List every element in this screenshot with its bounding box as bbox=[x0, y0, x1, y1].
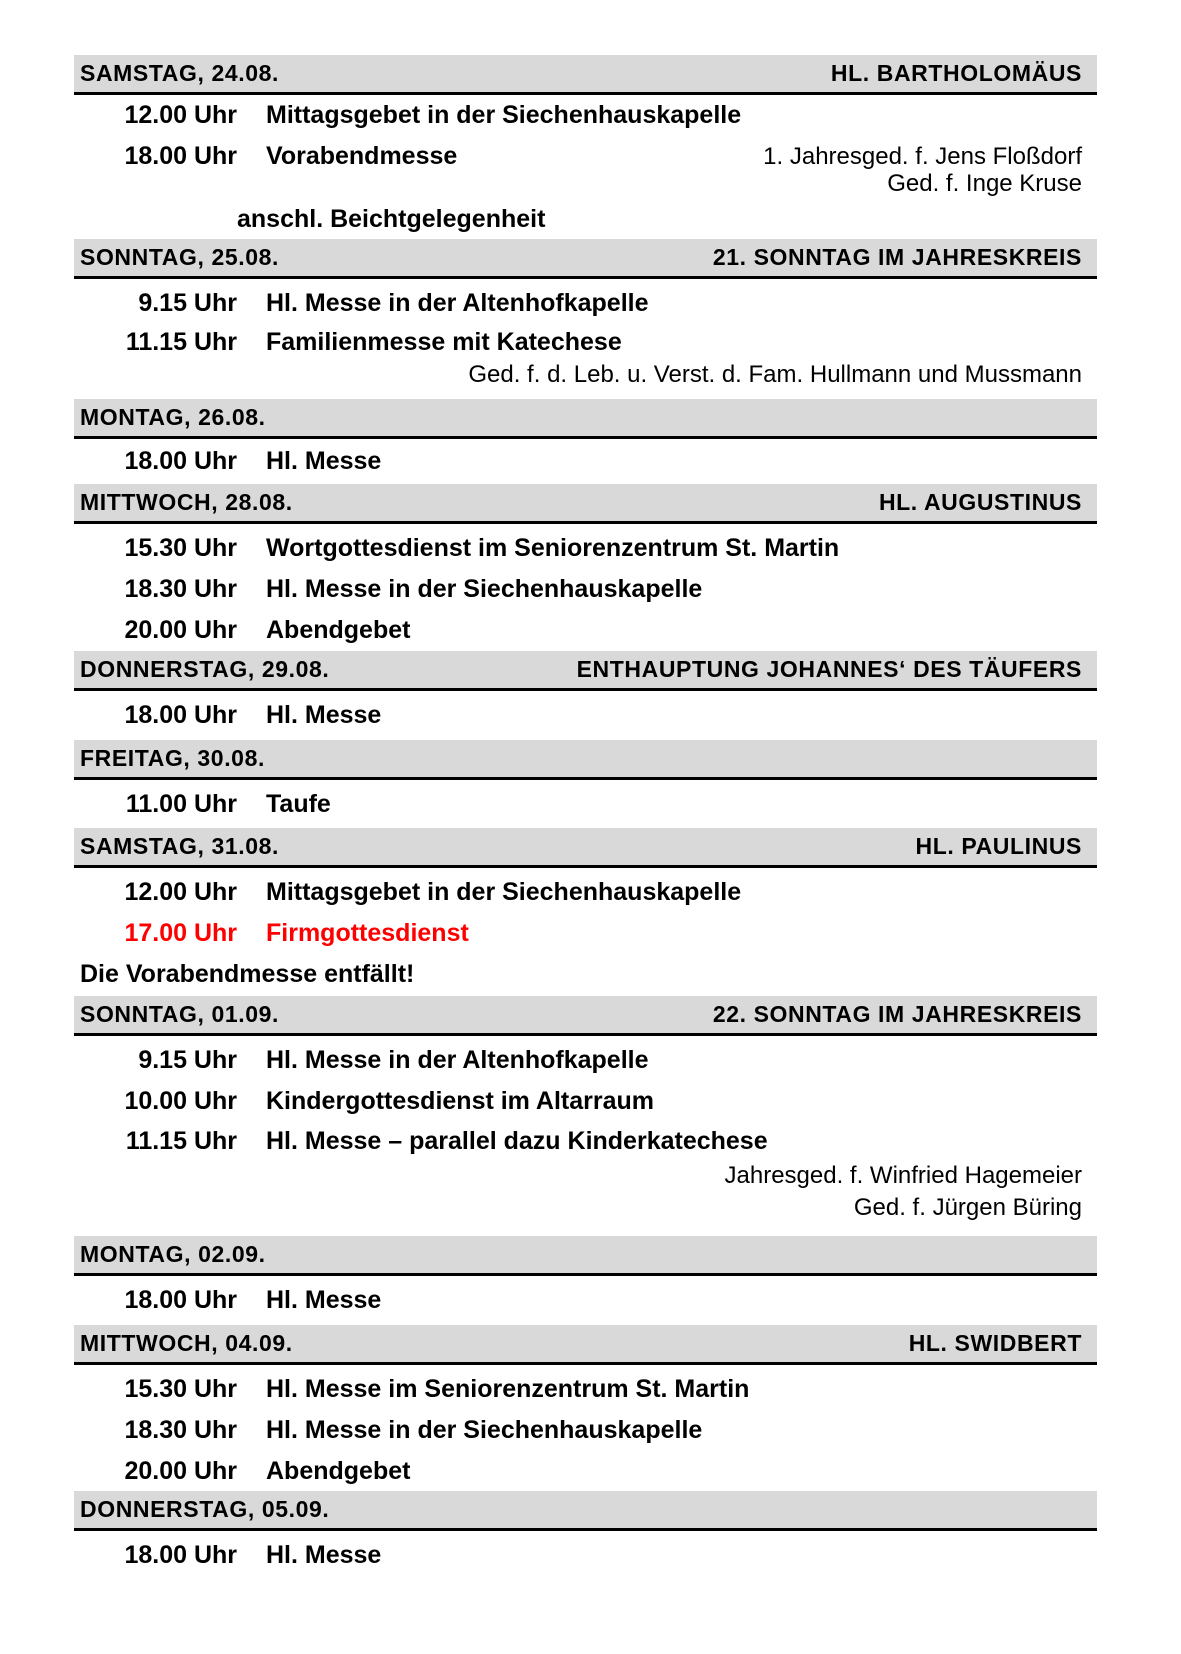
entry-time: 17.00 Uhr bbox=[124, 919, 237, 947]
entry-time: 11.00 Uhr bbox=[125, 790, 237, 818]
entry-description: Hl. Messe in der Altenhofkapelle bbox=[266, 1046, 649, 1074]
entry-time: 18.00 Uhr bbox=[124, 1541, 237, 1569]
day-feast: HL. AUGUSTINUS bbox=[878, 489, 1082, 515]
day-date: MONTAG, 02.09. bbox=[80, 1241, 266, 1267]
schedule-entry bbox=[74, 439, 1097, 484]
entry-description: Hl. Messe in der Siechenhauskapelle bbox=[266, 1416, 703, 1444]
entry-time: 20.00 Uhr bbox=[124, 1457, 237, 1485]
entry-description: Hl. Messe bbox=[266, 701, 382, 729]
schedule-entry bbox=[74, 95, 1097, 136]
day-date: DONNERSTAG, 05.09. bbox=[80, 1496, 330, 1522]
entry-time: 11.15 Uhr bbox=[125, 1127, 237, 1155]
entry-description: Wortgottesdienst im Seniorenzentrum St. Martin bbox=[266, 534, 840, 562]
schedule-entry bbox=[74, 528, 1097, 569]
day-feast: 22. SONNTAG IM JAHRESKREIS bbox=[712, 1001, 1082, 1027]
schedule-entry bbox=[74, 1410, 1097, 1451]
day-header bbox=[74, 1236, 1097, 1276]
entry-time: 12.00 Uhr bbox=[124, 878, 237, 906]
entry-time: 9.15 Uhr bbox=[138, 1046, 237, 1074]
entry-description: Hl. Messe bbox=[266, 1286, 382, 1314]
entry-description: Mittagsgebet in der Siechenhauskapelle bbox=[266, 878, 742, 906]
day-header bbox=[74, 996, 1097, 1036]
schedule-entry bbox=[74, 1451, 1097, 1491]
mass-intention: Ged. f. d. Leb. u. Verst. d. Fam. Hullmann und Mussmann bbox=[468, 361, 1082, 388]
schedule-entry bbox=[74, 1040, 1097, 1081]
mass-intention: 1. Jahresged. f. Jens Floßdorf bbox=[763, 143, 1082, 170]
entry-description: Hl. Messe bbox=[266, 447, 382, 475]
entry-description: Hl. Messe – parallel dazu Kinderkatechese bbox=[266, 1127, 768, 1155]
entry-time: 11.15 Uhr bbox=[125, 328, 237, 356]
day-feast: HL. PAULINUS bbox=[915, 833, 1082, 859]
entry-description: Hl. Messe in der Siechenhauskapelle bbox=[266, 575, 703, 603]
entry-description: Taufe bbox=[266, 790, 331, 818]
entry-description: Abendgebet bbox=[266, 1457, 411, 1485]
entry-time: 20.00 Uhr bbox=[124, 616, 237, 644]
mass-schedule bbox=[74, 55, 1097, 1580]
entry-time: 10.00 Uhr bbox=[124, 1087, 237, 1115]
entry-time: 18.30 Uhr bbox=[124, 575, 237, 603]
day-date: MITTWOCH, 28.08. bbox=[80, 489, 293, 515]
day-feast: HL. BARTHOLOMÄUS bbox=[830, 60, 1082, 86]
schedule-entry bbox=[74, 610, 1097, 651]
day-date: SONNTAG, 25.08. bbox=[80, 244, 280, 270]
cancellation-notice: Die Vorabendmesse entfällt! bbox=[80, 960, 415, 988]
entry-description: Hl. Messe im Seniorenzentrum St. Martin bbox=[266, 1375, 750, 1403]
entry-time: 18.00 Uhr bbox=[124, 447, 237, 475]
schedule-entry bbox=[74, 324, 1097, 360]
entry-description: Familienmesse mit Katechese bbox=[266, 328, 622, 356]
day-date: SAMSTAG, 31.08. bbox=[80, 833, 280, 859]
schedule-entry bbox=[74, 1369, 1097, 1410]
schedule-entry-highlighted bbox=[74, 913, 1097, 954]
schedule-entry bbox=[74, 872, 1097, 913]
entry-description: Kindergottesdienst im Altarraum bbox=[266, 1087, 655, 1115]
schedule-entry bbox=[74, 283, 1097, 324]
entry-description: Mittagsgebet in der Siechenhauskapelle bbox=[266, 101, 742, 129]
schedule-entry bbox=[74, 691, 1097, 740]
mass-intention: Ged. f. Jürgen Büring bbox=[853, 1194, 1082, 1221]
entry-time: 18.30 Uhr bbox=[124, 1416, 237, 1444]
mass-intention: Ged. f. Inge Kruse bbox=[887, 170, 1082, 197]
day-date: MONTAG, 26.08. bbox=[80, 404, 266, 430]
day-header bbox=[74, 484, 1097, 524]
day-feast: ENTHAUPTUNG JOHANNES‘ DES TÄUFERS bbox=[576, 656, 1082, 682]
day-feast: HL. SWIDBERT bbox=[908, 1330, 1082, 1356]
entry-time: 18.00 Uhr bbox=[124, 142, 237, 170]
day-header bbox=[74, 239, 1097, 279]
entry-time: 18.00 Uhr bbox=[124, 1286, 237, 1314]
schedule-entry bbox=[74, 569, 1097, 610]
entry-time: 15.30 Uhr bbox=[124, 1375, 237, 1403]
day-date: MITTWOCH, 04.09. bbox=[80, 1330, 293, 1356]
day-header bbox=[74, 651, 1097, 691]
mass-intention: Jahresged. f. Winfried Hagemeier bbox=[724, 1162, 1082, 1189]
entry-description: Firmgottesdienst bbox=[266, 919, 469, 947]
entry-description: Hl. Messe in der Altenhofkapelle bbox=[266, 289, 649, 317]
day-feast: 21. SONNTAG IM JAHRESKREIS bbox=[712, 244, 1082, 270]
schedule-entry bbox=[74, 1531, 1097, 1580]
day-date: DONNERSTAG, 29.08. bbox=[80, 656, 330, 682]
entry-time: 18.00 Uhr bbox=[124, 701, 237, 729]
day-header bbox=[74, 828, 1097, 868]
entry-time: 12.00 Uhr bbox=[124, 101, 237, 129]
schedule-entry bbox=[74, 1276, 1097, 1325]
entry-description: Abendgebet bbox=[266, 616, 411, 644]
entry-time: 9.15 Uhr bbox=[138, 289, 237, 317]
day-date: SONNTAG, 01.09. bbox=[80, 1001, 280, 1027]
day-date: FREITAG, 30.08. bbox=[80, 745, 265, 771]
day-header bbox=[74, 55, 1097, 95]
schedule-entry bbox=[74, 780, 1097, 828]
day-date: SAMSTAG, 24.08. bbox=[80, 60, 280, 86]
schedule-entry bbox=[74, 1081, 1097, 1122]
day-header bbox=[74, 1325, 1097, 1365]
day-header bbox=[74, 1491, 1097, 1531]
day-header bbox=[74, 740, 1097, 780]
entry-description: Hl. Messe bbox=[266, 1541, 382, 1569]
entry-subline: anschl. Beichtgelegenheit bbox=[237, 205, 546, 233]
entry-description: Vorabendmesse bbox=[266, 142, 458, 170]
entry-time: 15.30 Uhr bbox=[124, 534, 237, 562]
day-header bbox=[74, 399, 1097, 439]
schedule-entry bbox=[74, 1122, 1097, 1160]
